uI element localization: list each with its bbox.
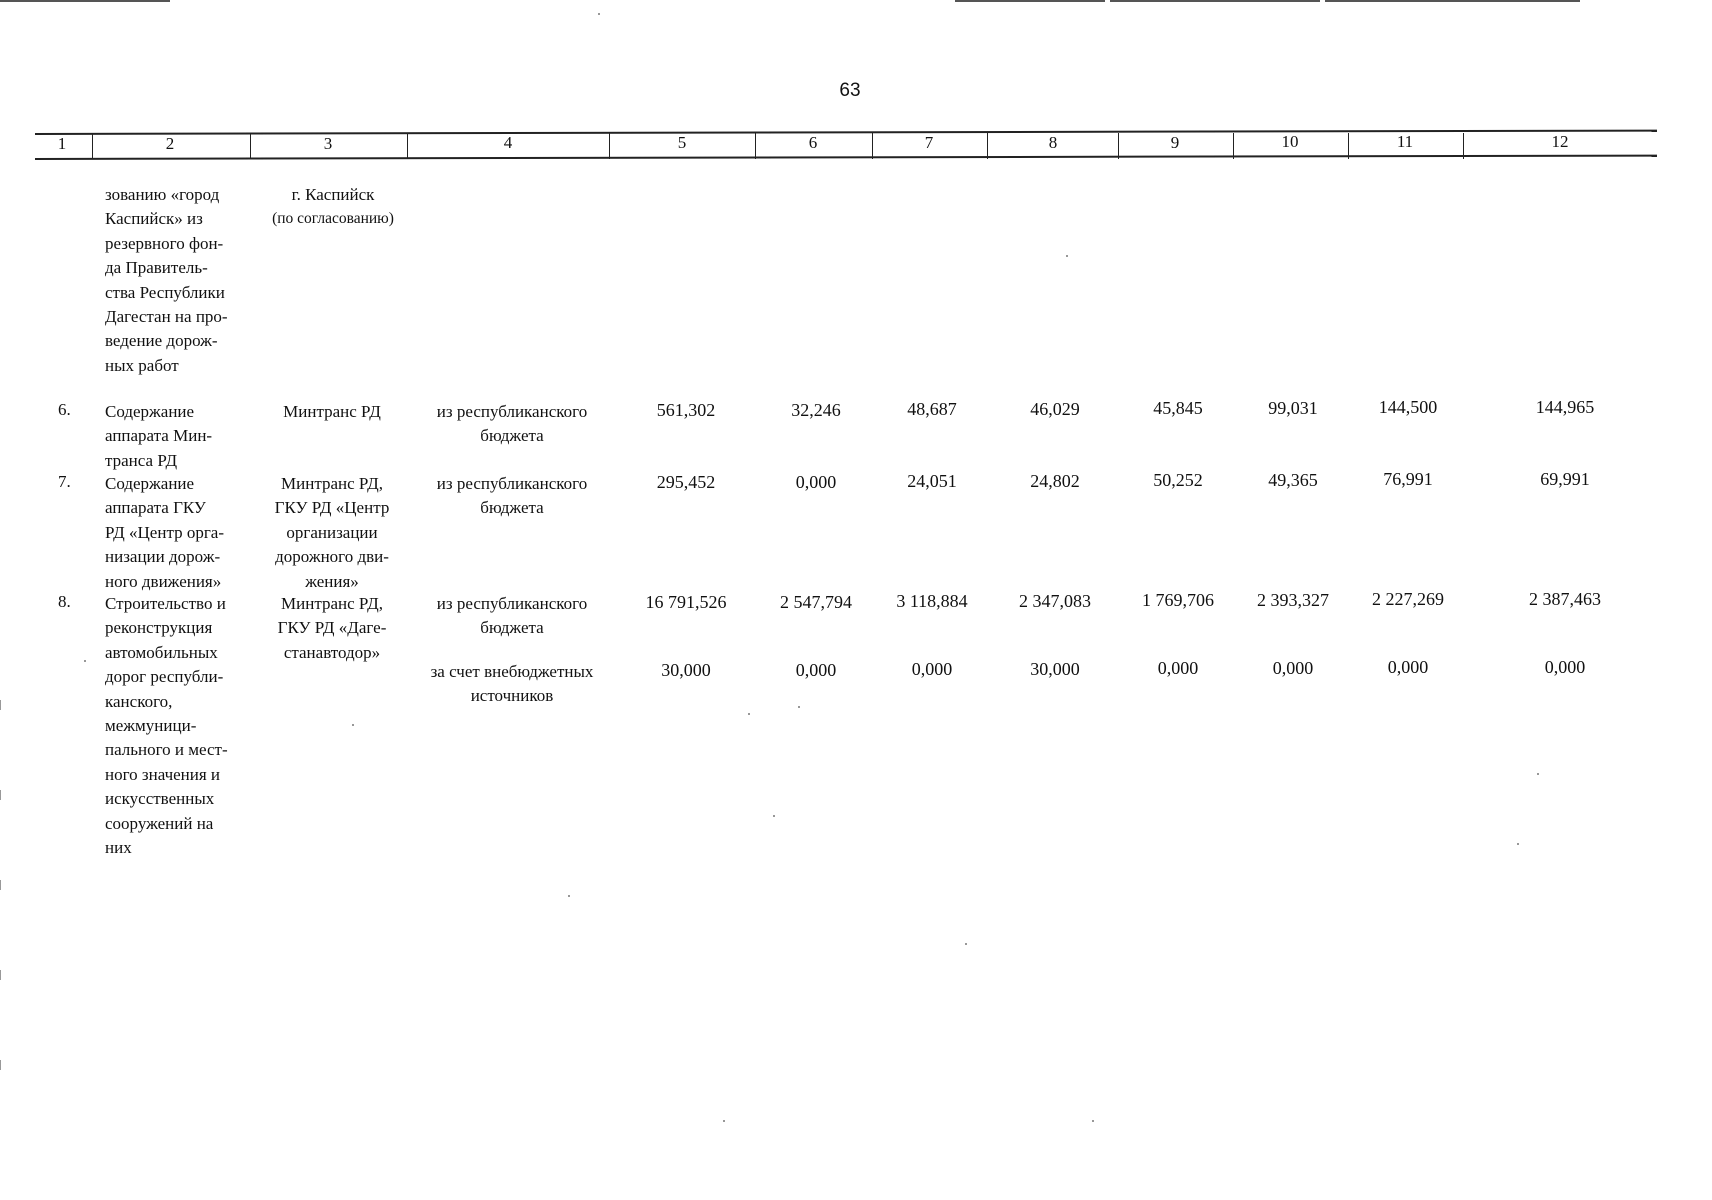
executor bbox=[262, 400, 402, 424]
measure-description bbox=[105, 472, 245, 594]
continuation-executor-city: г. Каспийск bbox=[291, 185, 375, 204]
scan-speck bbox=[798, 706, 800, 708]
scan-speck bbox=[598, 13, 600, 15]
executor-line: жения» bbox=[305, 571, 359, 591]
amount-cell: 295,452 bbox=[656, 472, 716, 492]
amount-cell: 32,246 bbox=[791, 399, 841, 420]
amount-cell: 49,365 bbox=[1268, 469, 1318, 490]
scan-speck bbox=[723, 1120, 725, 1122]
amount-cell: 30,000 bbox=[1030, 658, 1080, 679]
continuation-description-line: ства Республики bbox=[105, 282, 225, 302]
scan-speck bbox=[748, 713, 750, 715]
measure-description-line: Содержание bbox=[105, 474, 195, 493]
header-cell-5: 5 bbox=[677, 133, 687, 153]
header-column-divider bbox=[987, 133, 988, 159]
funding-source-line: источников bbox=[470, 686, 554, 706]
continuation-description-line: Каспийск» из bbox=[105, 209, 203, 229]
funding-source-line: из республиканского bbox=[436, 474, 588, 493]
header-cell-7: 7 bbox=[924, 132, 934, 152]
header-cell-10: 10 bbox=[1281, 132, 1299, 152]
scan-speck bbox=[1066, 255, 1068, 257]
header-column-divider bbox=[1118, 133, 1119, 159]
amount-cell: 45,845 bbox=[1153, 398, 1203, 419]
header-column-divider bbox=[250, 133, 251, 159]
amount-cell: 144,500 bbox=[1378, 397, 1438, 418]
amount-cell: 1 769,706 bbox=[1142, 590, 1214, 611]
continuation-description-line: Дагестан на про- bbox=[105, 307, 228, 327]
row-number: 7. bbox=[58, 472, 71, 491]
continuation-description-line: резервного фон- bbox=[105, 233, 224, 253]
header-column-divider bbox=[609, 133, 610, 159]
measure-description-line: сооружений на bbox=[105, 813, 214, 833]
amount-cell: 69,991 bbox=[1540, 468, 1590, 489]
scan-speck bbox=[1517, 843, 1519, 845]
scan-speck bbox=[1092, 1120, 1094, 1122]
continuation-description-line: да Правитель- bbox=[105, 258, 208, 278]
scan-edge-mark bbox=[0, 0, 170, 2]
continuation-executor bbox=[258, 183, 408, 232]
row-number: 8. bbox=[58, 592, 71, 611]
header-cell-4: 4 bbox=[503, 133, 513, 153]
amount-cell: 0,000 bbox=[1272, 657, 1314, 678]
scan-speck bbox=[352, 724, 354, 726]
amount-cell: 144,965 bbox=[1535, 396, 1595, 417]
scan-edge-mark bbox=[1325, 0, 1580, 2]
amount-cell: 0,000 bbox=[911, 659, 953, 680]
header-column-divider bbox=[1233, 133, 1234, 159]
measure-description-line: реконструкция bbox=[105, 618, 213, 638]
funding-source-line: из республиканского bbox=[436, 402, 588, 421]
scan-speck bbox=[568, 895, 570, 897]
amount-cell: 0,000 bbox=[1157, 658, 1199, 679]
page-number: 63 bbox=[839, 80, 861, 101]
header-column-divider bbox=[92, 133, 93, 159]
header-cell-12: 12 bbox=[1551, 132, 1569, 152]
continuation-executor-note: (по согласованию) bbox=[272, 210, 394, 228]
amount-cell: 76,991 bbox=[1383, 469, 1433, 490]
measure-description-line: ного движения» bbox=[105, 571, 222, 591]
header-cell-6: 6 bbox=[808, 133, 818, 153]
measure-description-line: межмуници- bbox=[105, 716, 197, 736]
funding-source bbox=[412, 472, 612, 521]
executor bbox=[262, 472, 402, 594]
scan-edge-mark bbox=[0, 790, 1, 800]
amount-cell: 30,000 bbox=[661, 660, 711, 680]
measure-description-line: низации дорож- bbox=[105, 547, 221, 567]
measure-description-line: дорог республи- bbox=[105, 667, 224, 687]
amount-cell: 0,000 bbox=[795, 471, 837, 492]
measure-description-line: транса РД bbox=[105, 450, 178, 470]
executor-line: ГКУ РД «Центр bbox=[274, 498, 390, 518]
funding-source bbox=[412, 400, 612, 449]
measure-description-line: Строительство и bbox=[105, 594, 226, 613]
funding-source-line: из республиканского bbox=[436, 594, 588, 613]
scan-speck bbox=[84, 660, 86, 662]
header-cell-11: 11 bbox=[1396, 132, 1414, 152]
row-number: 6. bbox=[58, 400, 71, 419]
amount-cell: 0,000 bbox=[1387, 657, 1429, 678]
header-cell-2: 2 bbox=[165, 133, 175, 153]
measure-description-line: канского, bbox=[105, 691, 173, 711]
executor-line: Минтранс РД bbox=[283, 402, 381, 421]
measure-description-line: пального и мест- bbox=[105, 740, 228, 760]
executor-line: ГКУ РД «Даге- bbox=[277, 618, 387, 638]
funding-source bbox=[412, 592, 612, 641]
scan-edge-mark bbox=[0, 970, 1, 980]
amount-cell: 2 393,327 bbox=[1257, 589, 1329, 610]
executor-line: Минтранс РД, bbox=[281, 474, 383, 493]
amount-cell: 99,031 bbox=[1268, 397, 1318, 418]
continuation-description-line: ведение дорож- bbox=[105, 331, 218, 351]
executor-line: Минтранс РД, bbox=[281, 594, 383, 613]
scan-edge-mark bbox=[955, 0, 1105, 2]
funding-source-line: бюджета bbox=[480, 498, 544, 518]
measure-description-line: искусственных bbox=[105, 789, 215, 809]
header-column-divider bbox=[872, 133, 873, 159]
amount-cell: 2 387,463 bbox=[1529, 588, 1601, 609]
continuation-description-line: зованию «город bbox=[105, 185, 220, 204]
scan-edge-mark bbox=[0, 1060, 1, 1070]
scan-edge-mark bbox=[0, 700, 1, 710]
amount-cell: 50,252 bbox=[1153, 470, 1203, 491]
executor-line: дорожного дви- bbox=[275, 547, 389, 567]
measure-description-line: автомобильных bbox=[105, 642, 218, 662]
amount-cell: 48,687 bbox=[907, 399, 957, 420]
header-column-divider bbox=[1348, 133, 1349, 159]
scan-speck bbox=[1537, 773, 1539, 775]
amount-cell: 561,302 bbox=[656, 400, 716, 420]
header-cell-1: 1 bbox=[57, 134, 67, 153]
continuation-description bbox=[105, 183, 245, 378]
funding-source bbox=[412, 660, 612, 709]
amount-cell: 2 547,794 bbox=[780, 591, 852, 612]
amount-cell: 2 347,083 bbox=[1019, 590, 1091, 611]
executor-line: организации bbox=[286, 522, 378, 542]
amount-cell: 0,000 bbox=[795, 659, 837, 680]
header-column-divider bbox=[1463, 133, 1464, 159]
measure-description-line: них bbox=[105, 838, 132, 858]
amount-cell: 0,000 bbox=[1544, 656, 1586, 677]
amount-cell: 46,029 bbox=[1030, 398, 1080, 419]
scan-speck bbox=[773, 815, 775, 817]
funding-source-line: бюджета bbox=[480, 618, 544, 638]
scan-speck bbox=[965, 943, 967, 945]
executor bbox=[262, 592, 402, 665]
amount-cell: 3 118,884 bbox=[896, 591, 968, 612]
continuation-description-line: ных работ bbox=[105, 355, 179, 375]
scan-edge-mark bbox=[0, 880, 1, 890]
header-cell-9: 9 bbox=[1170, 132, 1180, 152]
amount-cell: 24,051 bbox=[907, 471, 957, 492]
funding-source-line: бюджета bbox=[480, 426, 544, 446]
measure-description bbox=[105, 400, 245, 473]
measure-description-line: ного значения и bbox=[105, 764, 221, 784]
amount-cell: 24,802 bbox=[1030, 470, 1080, 491]
measure-description-line: Содержание bbox=[105, 402, 195, 421]
measure-description-line: аппарата ГКУ bbox=[105, 498, 206, 518]
measure-description-line: аппарата Мин- bbox=[105, 426, 213, 446]
header-bottom-rule bbox=[35, 155, 1657, 160]
executor-line: станавтодор» bbox=[283, 642, 381, 662]
header-cell-3: 3 bbox=[323, 133, 333, 153]
amount-cell: 2 227,269 bbox=[1372, 589, 1444, 610]
header-column-divider bbox=[407, 133, 408, 159]
scan-edge-mark bbox=[1110, 0, 1320, 2]
header-cell-8: 8 bbox=[1048, 132, 1058, 152]
header-column-divider bbox=[755, 133, 756, 159]
measure-description-line: РД «Центр орга- bbox=[105, 522, 225, 542]
measure-description bbox=[105, 592, 245, 860]
amount-cell: 16 791,526 bbox=[645, 592, 727, 612]
funding-source-line: за счет внебюджетных bbox=[430, 662, 594, 681]
